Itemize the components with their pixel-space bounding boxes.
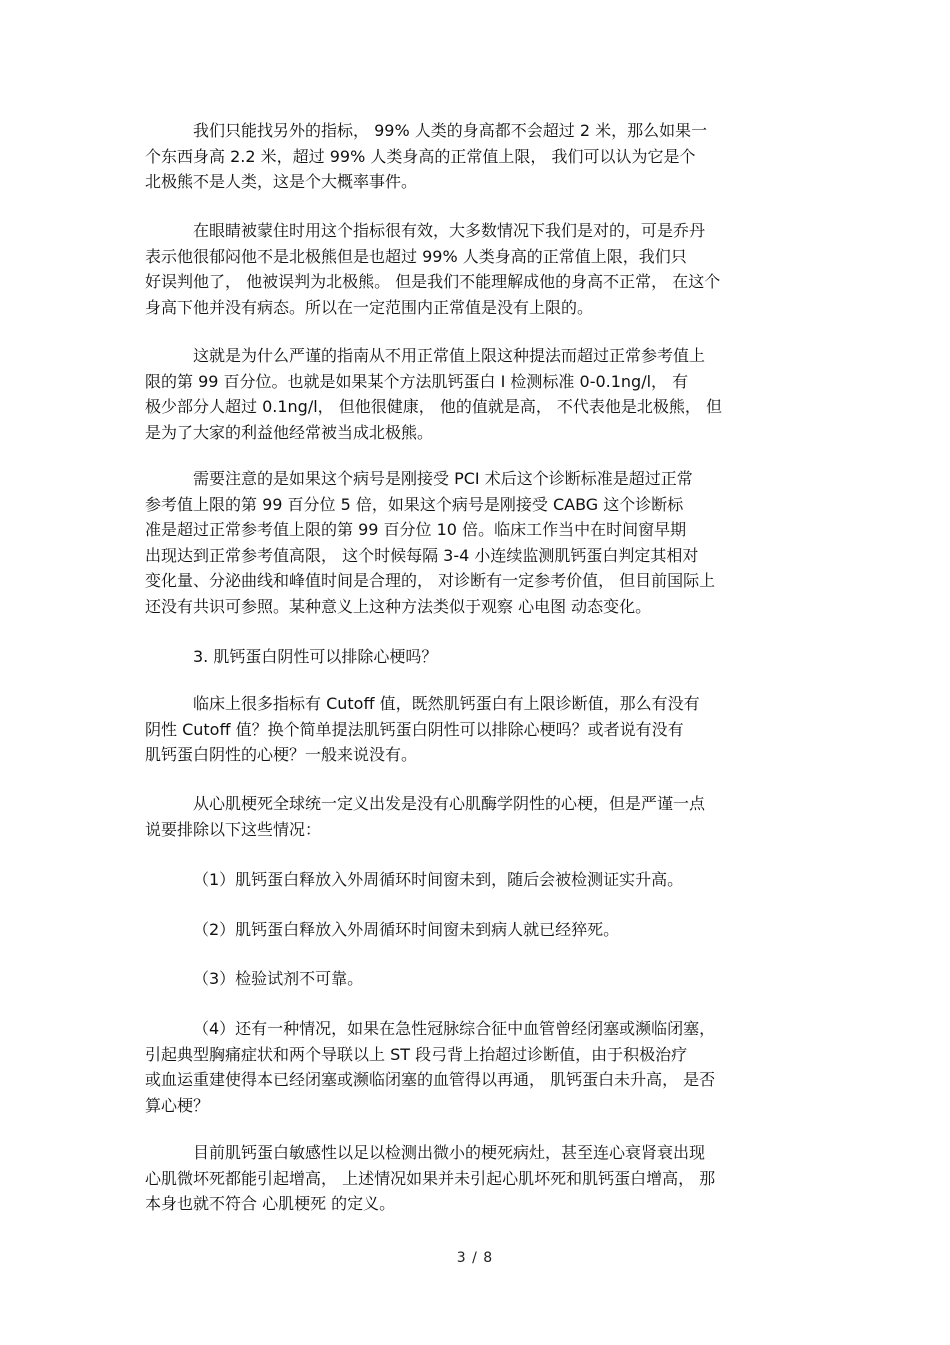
paragraph-12 [145,1140,815,1217]
list-item-1 [145,867,815,893]
paragraph-3 [145,343,815,445]
text-line: 还没有共识可参照。某种意义上这种方法类似于观察 心电图 动态变化。 [145,596,652,616]
text-line: 限的第 99 百分位。也就是如果某个方法肌钙蛋白 I 检测标准 0-0.1ng/l， 有 [145,371,689,391]
text-line: 个东西身高 2.2 米，超过 99% 人类身高的正常值上限， 我们可以认为它是个 [145,146,696,166]
text-line: 阴性 Cutoff 值？换个简单提法肌钙蛋白阴性可以排除心梗吗？或者说有没有 [145,719,684,739]
text-line: （3）检验试剂不可靠。 [193,969,364,988]
text-line: 北极熊不是人类，这是个大概率事件。 [145,172,418,191]
text-line: 出现达到正常参考值高限， 这个时候每隔 3-4 小连续监测肌钙蛋白判定其相对 [145,545,699,565]
text-line: 临床上很多指标有 Cutoff 值，既然肌钙蛋白有上限诊断值，那么有没有 [193,694,700,713]
text-line: 参考值上限的第 99 百分位 5 倍，如果这个病号是刚接受 CABG 这个诊断标 [145,494,684,514]
text-line: 需要注意的是如果这个病号是刚接受 PCI 术后这个诊断标准是超过正常 [193,469,693,488]
text-line: 本身也就不符合 心肌梗死 的定义。 [145,1194,396,1213]
text-line: 或血运重建使得本已经闭塞或濒临闭塞的血管得以再通， 肌钙蛋白未升高， 是否 [145,1070,716,1089]
text-line: 算心梗？ [145,1095,210,1115]
list-item-3 [145,966,815,992]
text-line: 我们只能找另外的指标， 99% 人类的身高都不会超过 2 米，那么如果一 [193,121,708,140]
paragraph-1 [145,118,815,195]
text-line: 这就是为什么严谨的指南从不用正常值上限这种提法而超过正常参考值上 [193,346,706,365]
text-line: 在眼睛被蒙住时用这个指标很有效，大多数情况下我们是对的，可是乔丹 [193,221,706,240]
text-line: 目前肌钙蛋白敏感性以足以检测出微小的梗死病灶，甚至连心衰肾衰出现 [193,1143,706,1162]
text-line: （4）还有一种情况，如果在急性冠脉综合征中血管曾经闭塞或濒临闭塞， [193,1019,716,1038]
text-line: 好误判他了， 他被误判为北极熊。 但是我们不能理解成他的身高不正常， 在这个 [145,272,721,291]
text-line: （1）肌钙蛋白释放入外周循环时间窗未到，随后会被检测证实升高。 [193,870,684,889]
text-line: 引起典型胸痛症状和两个导联以上 ST 段弓背上抬超过诊断值，由于积极治疗 [145,1044,688,1064]
text-line: 准是超过正常参考值上限的第 99 百分位 10 倍。临床工作当中在时间窗早期 [145,520,687,539]
paragraph-4 [145,466,815,619]
page-number: 3 / 8 [456,1250,494,1266]
heading-text: 3. 肌钙蛋白阴性可以排除心梗吗？ [193,647,438,666]
paragraph-7 [145,791,815,842]
text-line: 表示他很郁闷他不是北极熊但是也超过 99% 人类身高的正常值上限，我们只 [145,246,687,266]
list-item-2 [145,917,815,943]
text-line: 心肌微坏死都能引起增高， 上述情况如果并未引起心肌坏死和肌钙蛋白增高， 那 [145,1168,716,1188]
text-line: 从心肌梗死全球统一定义出发是没有心肌酶学阴性的心梗，但是严谨一点 [193,794,706,813]
section-heading [145,644,815,670]
text-line: 说要排除以下这些情况： [145,819,322,839]
text-line: （2）肌钙蛋白释放入外周循环时间窗未到病人就已经猝死。 [193,920,620,939]
text-line: 身高下他并没有病态。所以在一定范围内正常值是没有上限的。 [145,297,594,317]
paragraph-6 [145,691,815,768]
list-item-4 [145,1016,815,1118]
text-line: 变化量、分泌曲线和峰值时间是合理的， 对诊断有一定参考价值， 但目前国际上 [145,571,716,590]
text-line: 是为了大家的利益他经常被当成北极熊。 [145,422,434,442]
paragraph-2 [145,218,815,320]
text-line: 极少部分人超过 0.1ng/l， 但他很健康， 他的值就是高， 不代表他是北极熊， 但 [145,397,723,416]
text-line: 肌钙蛋白阴性的心梗？一般来说没有。 [145,745,418,764]
